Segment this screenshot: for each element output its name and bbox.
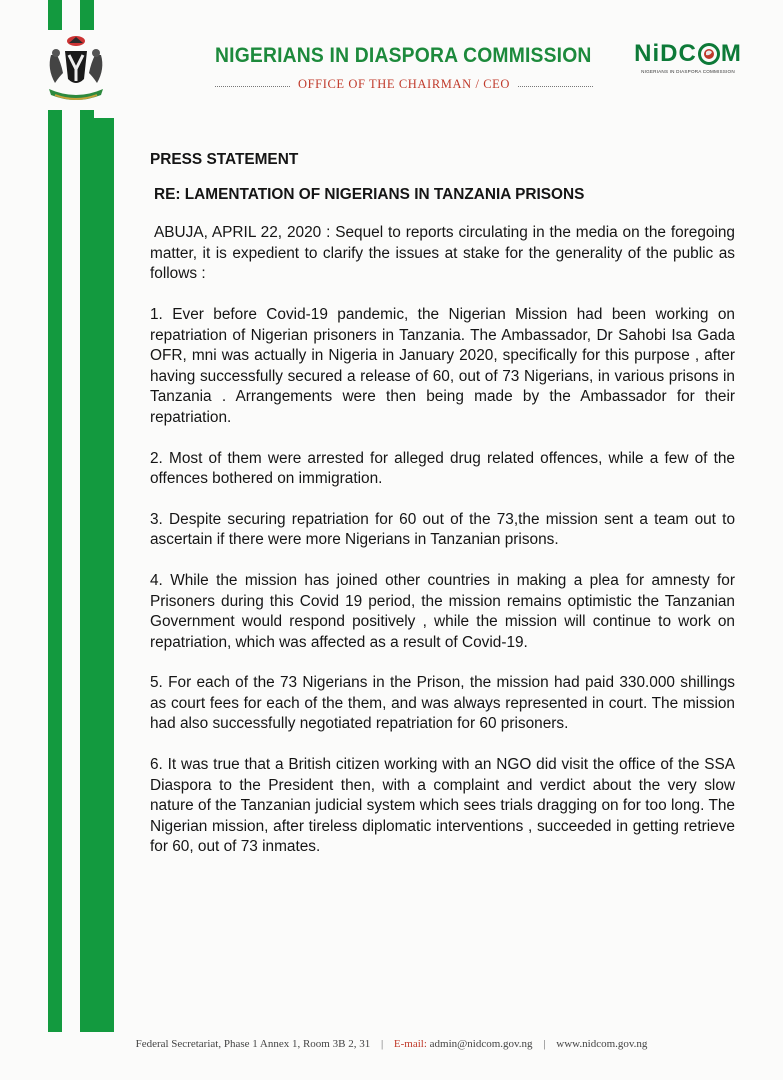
- subtitle-row: [215, 77, 593, 92]
- commission-title: NIGERIANS IN DIASPORA COMMISSION: [215, 44, 592, 67]
- paragraph-4: 4. While the mission has joined other countries in making a plea for amnesty for Prisoners during this Covid 19 period, the mission remains optimistic the Tanzanian Government would respond positively , while the mission will continue to work on repatriation, which was affected as a result of Covid-19.: [150, 571, 735, 651]
- footer-email-label: E-mail:: [393, 1038, 427, 1050]
- footer-separator-2: |: [543, 1038, 546, 1050]
- logo-wordmark: [634, 40, 742, 68]
- press-statement-body: [150, 150, 735, 878]
- paragraph-6: 6. It was true that a British citizen working with an NGO did visit the office of the SSA Diaspora to the President then, with a complaint and verdict about the very slow nature of the Tanzanian judicial system which sees trials dragging on for too long. The Nigerian mission, after tireless diplomatic interventions , succeeded in getting retrieve for 60, out of 73 inmates.: [150, 756, 735, 856]
- white-stripe: [62, 0, 80, 1032]
- footer-email-link[interactable]: admin@nidcom.gov.ng: [429, 1038, 533, 1050]
- dotted-rule-left: [215, 86, 290, 87]
- paragraph-3: 3. Despite securing repatriation for 60 out of the 73,the mission sent a team out to ascertain if there were more Nigerians in Tanzanian prisons.: [150, 510, 735, 549]
- footer-website-link[interactable]: www.nidcom.gov.ng: [556, 1038, 648, 1050]
- footer-address: Federal Secretariat, Phase 1 Annex 1, Room 3B 2, 31: [135, 1038, 371, 1050]
- footer-contact: [0, 1038, 783, 1050]
- intro-paragraph: ABUJA, APRIL 22, 2020 : Sequel to reports circulating in the media on the foregoing matter, it is expedient to clarify the issues at stake for the generality of the public as follows :: [150, 224, 735, 283]
- green-stripe-left: [48, 0, 62, 1032]
- green-stripe-right-lower: [94, 118, 114, 1032]
- paragraph-5: 5. For each of the 73 Nigerians in the Prison, the mission had paid 330.000 shillings as court fees for each of the them, and was always represented in court. The mission had also successfully negotiated repatriation for 60 prisoners.: [150, 674, 735, 733]
- logo-text-right: M: [720, 40, 742, 67]
- subject-heading: RE: LAMENTATION OF NIGERIANS IN TANZANIA PRISONS: [154, 185, 585, 203]
- footer-separator: |: [380, 1038, 384, 1050]
- logo-tagline: NIGERIANS IN DIASPORA COMMISSION: [641, 69, 735, 74]
- paragraph-2: 2. Most of them were arrested for alleged drug related offences, while a few of the offences bothered on immigration.: [150, 449, 735, 488]
- nidcom-logo: [628, 40, 748, 74]
- green-stripe-right: [80, 0, 94, 1032]
- office-subtitle: OFFICE OF THE CHAIRMAN / CEO: [297, 77, 511, 91]
- press-statement-heading: PRESS STATEMENT: [150, 151, 299, 168]
- paragraph-1: 1. Ever before Covid-19 pandemic, the Nigerian Mission had been working on repatriation of Nigerian prisoners in Tanzania. The Ambassador, Dr Sahobi Isa Gada OFR, mni was actually in Nigeria in January 2020, specifically for this purpose , after having successfully secured a release of 60, out of 73 Nigerians, in various prisons in Tanzania . Arrangements were then being made by the Ambassador for their repatriation.: [150, 305, 735, 426]
- dotted-rule-right: [518, 86, 593, 87]
- logo-text-left: NiDC: [634, 40, 697, 67]
- globe-icon: [698, 43, 720, 65]
- coat-of-arms-icon: [40, 30, 112, 110]
